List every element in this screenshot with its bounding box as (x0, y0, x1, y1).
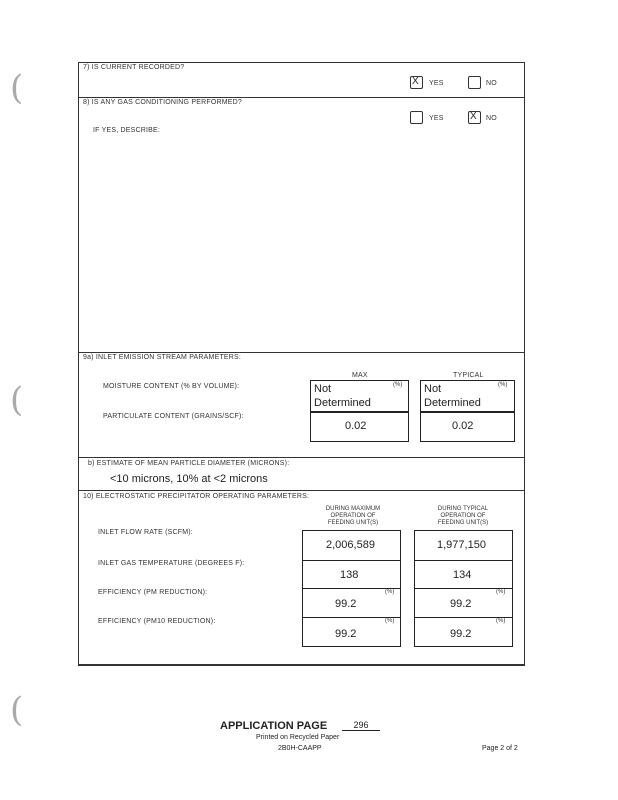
gas-temperature-typical-value: 134 (453, 569, 472, 581)
q9a-label: 9a) INLET EMISSION STREAM PARAMETERS: (83, 354, 242, 361)
moisture-label: MOISTURE CONTENT (% BY VOLUME): (103, 383, 240, 390)
gas-temperature-max-value: 138 (340, 569, 359, 581)
efficiency-pm10-label: EFFICIENCY (PM10 REDUCTION): (98, 618, 216, 625)
q9b-label: b) ESTIMATE OF MEAN PARTICLE DIAMETER (MICRONS): (88, 460, 290, 467)
efficiency-pm10-max-value: 99.2 (335, 628, 357, 640)
page-of-count: Page 2 of 2 (482, 745, 518, 752)
efficiency-pm-typical-value: 99.2 (450, 598, 472, 610)
q8-no-label: NO (486, 115, 497, 122)
gas-temperature-label: INLET GAS TEMPERATURE (DEGREES F): (98, 560, 245, 567)
application-page-number: 296 (342, 720, 380, 731)
punch-hole-mark: ( (10, 380, 24, 420)
q7-no-label: NO (486, 80, 497, 87)
form-code: 2B0H-CAAPP (278, 745, 322, 752)
moisture-typical-value-line1: Not (424, 383, 442, 395)
flow-rate-typical-value: 1,977,150 (437, 539, 486, 551)
moisture-max-unit: (%) (393, 382, 403, 388)
q7-label: 7) IS CURRENT RECORDED? (83, 64, 185, 71)
q10-typical-header: DURING TYPICAL OPERATION OF FEEDING UNIT(S) (437, 506, 489, 526)
q9a-typical-header: TYPICAL (453, 372, 484, 379)
moisture-max-value-line1: Not (314, 383, 332, 395)
divider (78, 352, 525, 353)
q7-no-checkbox[interactable] (468, 76, 481, 89)
q8-yes-label: YES (429, 115, 444, 122)
particle-diameter-value: <10 microns, 10% at <2 microns (110, 473, 268, 485)
application-page-label: APPLICATION PAGE (220, 720, 328, 732)
divider (78, 490, 525, 491)
q8-describe-label: IF YES, DESCRIBE: (93, 127, 161, 134)
moisture-max-value-line2: Determined (314, 397, 371, 409)
moisture-typical-unit: (%) (498, 382, 508, 388)
particulate-max-value: 0.02 (345, 420, 367, 432)
efficiency-pm10-max-unit: (%) (385, 618, 395, 624)
divider (78, 457, 525, 458)
recycled-paper-note: Printed on Recycled Paper (256, 734, 340, 741)
q8-yes-checkbox[interactable] (410, 111, 423, 124)
efficiency-pm10-typical-value: 99.2 (450, 628, 472, 640)
divider (78, 97, 525, 98)
form-top-border (78, 62, 525, 63)
moisture-typical-value-line2: Determined (424, 397, 481, 409)
efficiency-pm10-typical-unit: (%) (496, 618, 506, 624)
efficiency-pm-label: EFFICIENCY (PM REDUCTION): (98, 589, 208, 596)
flow-rate-max-value: 2,006,589 (326, 539, 375, 551)
particulate-label: PARTICULATE CONTENT (GRAINS/SCF): (103, 413, 244, 420)
q7-yes-label: YES (429, 80, 444, 87)
q9a-max-header: MAX (352, 372, 368, 379)
q7-yes-checkbox[interactable] (410, 76, 423, 89)
efficiency-pm-max-unit: (%) (385, 589, 395, 595)
particulate-typical-value: 0.02 (452, 420, 474, 432)
efficiency-pm-typical-unit: (%) (496, 589, 506, 595)
q8-label: 8) IS ANY GAS CONDITIONING PERFORMED? (83, 99, 242, 106)
form-bottom-border (78, 664, 525, 666)
q10-max-header: DURING MAXIMUM OPERATION OF FEEDING UNIT(S) (325, 506, 381, 526)
punch-hole-mark: ( (10, 690, 24, 730)
q8-no-checkbox[interactable] (468, 111, 481, 124)
form-left-border (78, 62, 79, 664)
efficiency-pm-max-value: 99.2 (335, 598, 357, 610)
flow-rate-label: INLET FLOW RATE (SCFM): (98, 529, 193, 536)
punch-hole-mark: ( (10, 68, 24, 108)
q10-label: 10) ELECTROSTATIC PRECIPITATOR OPERATING PARAMETERS: (83, 493, 310, 500)
form-right-border (524, 62, 525, 664)
